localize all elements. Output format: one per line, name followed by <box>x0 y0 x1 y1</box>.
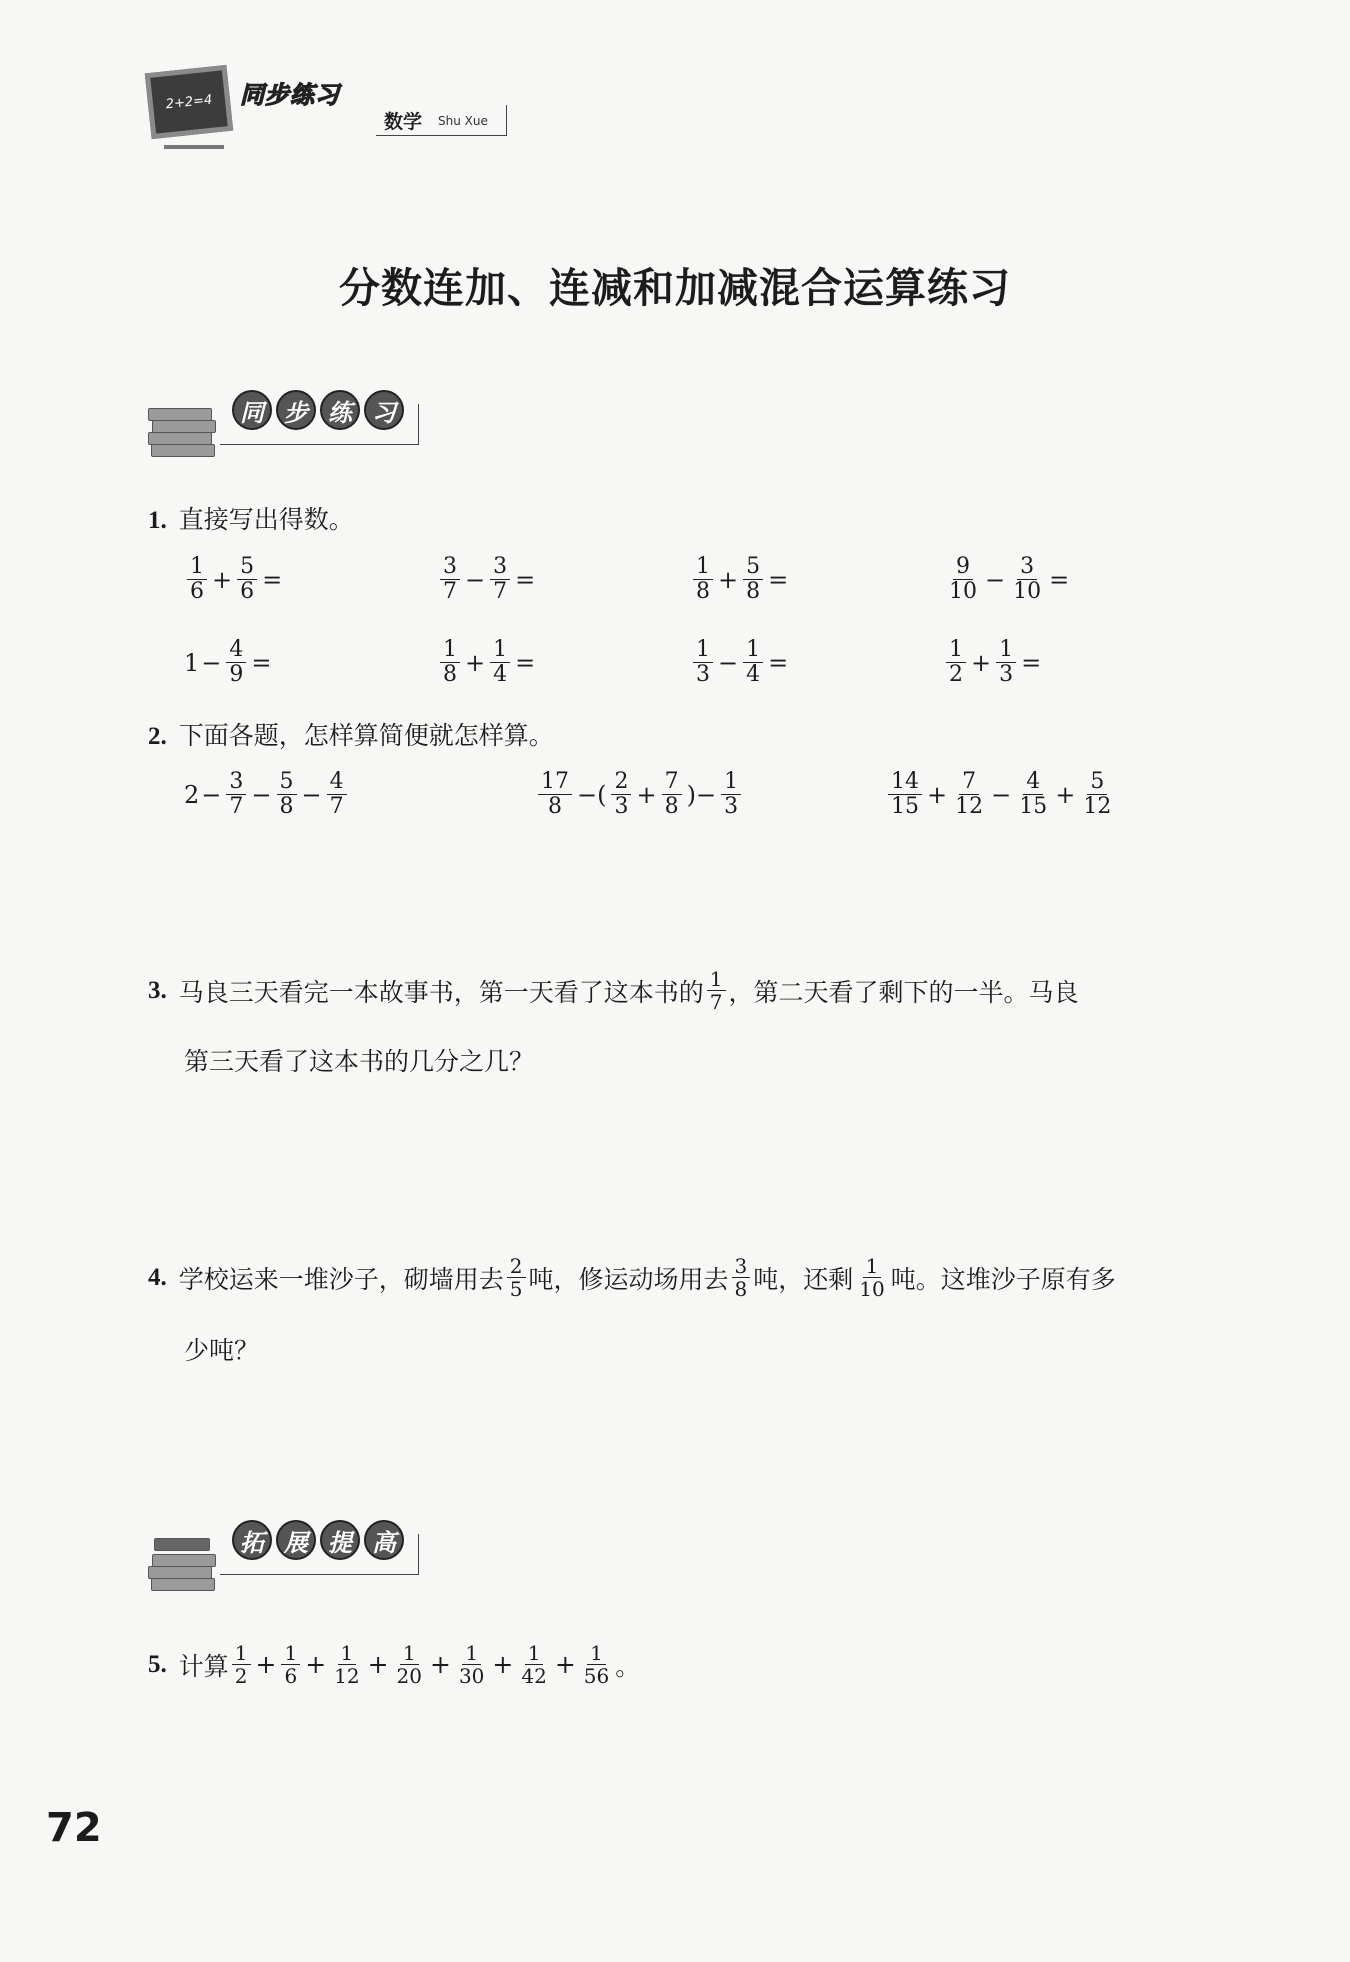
fraction-term: $\frac{1}{56}$ <box>583 1641 610 1688</box>
question-number: 2. <box>148 723 167 750</box>
subject-pinyin: Shu Xue <box>438 114 488 128</box>
question-number: 5. <box>148 1650 167 1678</box>
fraction-term: $\frac{1}{42}$ <box>521 1641 547 1688</box>
fraction-term: $\frac{1}{12}$ <box>334 1641 360 1688</box>
section-char: 练 <box>320 390 360 430</box>
question-3-line-2: 第三天看了这本书的几分之几？ <box>184 1047 535 1076</box>
subject-name: 数学 <box>384 111 423 133</box>
section-header-extension <box>148 1508 428 1590</box>
section-char: 步 <box>276 390 316 430</box>
fraction-term: $\frac{1}{6}$ <box>281 1642 300 1687</box>
question-4 <box>148 1255 1116 1300</box>
section-char: 展 <box>276 1520 316 1560</box>
question-2 <box>148 716 554 757</box>
question-1 <box>148 500 354 541</box>
question-text: 马良三天看完一本故事书，第一天看了这本书的 <box>178 977 704 1007</box>
question-number: 1. <box>148 507 167 534</box>
question-number: 3. <box>148 976 167 1004</box>
chalkboard-stand <box>164 135 224 149</box>
page-title: 分数连加、连减和加减混合运算练习 <box>339 264 1011 312</box>
fraction: $\frac{2}{5}$ <box>507 1255 526 1300</box>
board-text: 2+2=4 <box>165 92 213 112</box>
series-title: 同步练习 <box>240 81 340 109</box>
subject-label <box>376 105 507 136</box>
section-header-practice <box>148 378 428 460</box>
expression-1c: $\frac{1}{8}$ + $\frac{5}{8}$ = <box>690 555 790 604</box>
fraction: $\frac{1}{10}$ <box>859 1254 885 1301</box>
question-text: 学校运来一堆沙子，砌墙用去 <box>178 1264 504 1294</box>
section-title-extension <box>232 1520 404 1560</box>
question-text: 直接写出得数。 <box>178 505 354 534</box>
chalkboard-icon <box>145 65 233 139</box>
expression-1h: $\frac{1}{2}$ + $\frac{1}{3}$ = <box>943 638 1043 687</box>
page-number: 72 <box>46 1805 102 1851</box>
question-text: ，第二天看了剩下的一半。马良 <box>728 977 1079 1007</box>
section-char: 同 <box>232 390 272 430</box>
fraction-term: $\frac{1}{2}$ <box>232 1642 251 1687</box>
question-number: 4. <box>148 1263 167 1291</box>
question-text: 下面各题，怎样算简便就怎样算。 <box>178 721 554 750</box>
question-text: 吨，还剩 <box>753 1264 854 1294</box>
expression-2b: $\frac{17}{8}$ −( $\frac{2}{3}$ + $\frac{7}{8}$ )− $\frac{1}{3}$ <box>535 770 744 819</box>
expression-2c: $\frac{14}{15}$ + $\frac{7}{12}$ − $\frac{4}{15}$ + $\frac{5}{12}$ <box>885 770 1117 819</box>
question-text: 吨。这堆沙子原有多 <box>890 1264 1116 1294</box>
section-char: 高 <box>364 1520 404 1560</box>
fraction: $\frac{1}{7}$ <box>707 968 726 1013</box>
question-5: 5. 计算 $\frac{1}{2}$ + $\frac{1}{6}$ + $\frac{1}{12}$ + $\frac{1}{20}$ + $\frac{1}{30}$ + $\frac{1}{42}$ + $\frac{1}{56}$ 。 <box>148 1641 641 1688</box>
section-char: 拓 <box>232 1520 272 1560</box>
fraction-term: $\frac{1}{30}$ <box>458 1641 485 1688</box>
question-text: 吨，修运动场用去 <box>528 1264 729 1294</box>
expression-1g: $\frac{1}{3}$ − $\frac{1}{4}$ = <box>690 638 790 687</box>
section-char: 提 <box>320 1520 360 1560</box>
section-title-practice <box>232 390 404 430</box>
question-4-line-2: 少吨？ <box>184 1336 260 1365</box>
graduation-cap-books-icon <box>148 1528 216 1586</box>
expression-1e: 1 − $\frac{4}{9}$ = <box>184 637 272 688</box>
question-text: 计算 <box>178 1651 229 1681</box>
books-icon <box>148 398 216 456</box>
expression-1f: $\frac{1}{8}$ + $\frac{1}{4}$ = <box>437 638 537 687</box>
expression-2a: 2 − $\frac{3}{7}$ − $\frac{5}{8}$ − $\frac{4}{7}$ <box>184 770 350 819</box>
expression-1d: $\frac{9}{10}$ − $\frac{3}{10}$ = <box>949 554 1070 605</box>
expression-1a: $\frac{1}{6}$ + $\frac{5}{6}$ = <box>184 555 284 604</box>
fraction-term: $\frac{1}{20}$ <box>396 1641 422 1688</box>
section-char: 习 <box>364 390 404 430</box>
question-3 <box>148 968 1079 1013</box>
series-logo <box>148 55 508 155</box>
fraction: $\frac{3}{8}$ <box>732 1255 751 1300</box>
expression-1b: $\frac{3}{7}$ − $\frac{3}{7}$ = <box>437 555 537 604</box>
